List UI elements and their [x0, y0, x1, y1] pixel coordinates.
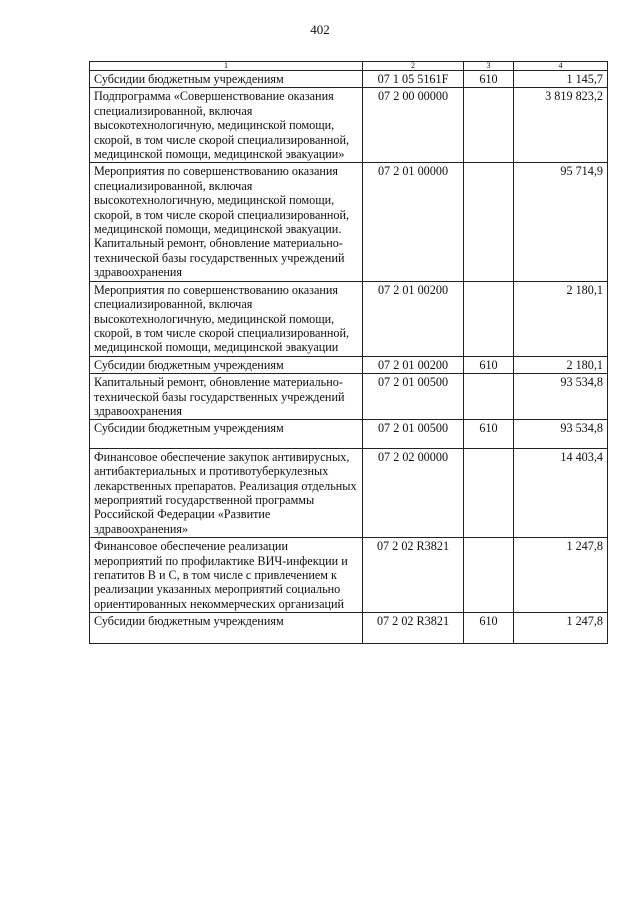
- row-amount: 93 534,8: [514, 420, 608, 448]
- column-number: 1: [90, 62, 363, 71]
- column-number: 2: [363, 62, 464, 71]
- row-code: 07 1 05 5161F: [363, 71, 464, 88]
- table-row: [90, 88, 608, 163]
- row-kvr: 610: [464, 71, 514, 88]
- row-name: Субсидии бюджетным учреждениям: [90, 420, 363, 448]
- page-number: 402: [310, 22, 330, 37]
- row-name: Капитальный ремонт, обновление материально-технической базы государственных учреждений здравоохранения: [90, 374, 363, 420]
- table-row: [90, 448, 608, 537]
- row-code: 07 2 01 00500: [363, 420, 464, 448]
- table-row: [90, 71, 608, 88]
- table-row: [90, 163, 608, 281]
- column-number-row: [90, 62, 608, 71]
- row-name: Мероприятия по совершенствованию оказания специализированной, включая высокотехнологичную, медицинской помощи, скорой, в том числе скорой специализированной, медицинской помощи, медицинской эвакуации: [90, 281, 363, 356]
- row-amount: 1 247,8: [514, 613, 608, 643]
- row-code: 07 2 01 00200: [363, 356, 464, 373]
- row-amount: 14 403,4: [514, 448, 608, 537]
- row-kvr: 610: [464, 420, 514, 448]
- row-code: 07 2 01 00500: [363, 374, 464, 420]
- column-number: 3: [464, 62, 514, 71]
- row-code: 07 2 01 00200: [363, 281, 464, 356]
- row-code: 07 2 00 00000: [363, 88, 464, 163]
- row-code: 07 2 02 00000: [363, 448, 464, 537]
- row-name: Субсидии бюджетным учреждениям: [90, 71, 363, 88]
- table-row: [90, 420, 608, 448]
- row-amount: 2 180,1: [514, 281, 608, 356]
- table-row: [90, 356, 608, 373]
- column-number: 4: [514, 62, 608, 71]
- row-name: Субсидии бюджетным учреждениям: [90, 356, 363, 373]
- row-amount: 2 180,1: [514, 356, 608, 373]
- row-name: Субсидии бюджетным учреждениям: [90, 613, 363, 643]
- row-name: Подпрограмма «Совершенствование оказания специализированной, включая высокотехнологичную, медицинской помощи, скорой, в том числе скорой специализированной, медицинской помощи, медицинской эвакуации»: [90, 88, 363, 163]
- row-amount: 1 247,8: [514, 538, 608, 613]
- row-kvr: 610: [464, 356, 514, 373]
- row-name: Финансовое обеспечение закупок антивирусных, антибактериальных и противотуберкулезных лекарственных препаратов. Реализация отдельных мероприятий государственной программы Российской Федерации «Развитие здравоохранения»: [90, 448, 363, 537]
- row-amount: 1 145,7: [514, 71, 608, 88]
- row-kvr: 610: [464, 613, 514, 643]
- row-amount: 3 819 823,2: [514, 88, 608, 163]
- row-kvr: [464, 374, 514, 420]
- row-kvr: [464, 448, 514, 537]
- row-kvr: [464, 538, 514, 613]
- table-row: [90, 374, 608, 420]
- row-name: Мероприятия по совершенствованию оказания специализированной, включая высокотехнологичную, медицинской помощи, скорой, в том числе скорой специализированной, медицинской помощи, медицинской эвакуации. Капитальный ремонт, обновление материально-технической базы государственных учреждений здравоохранения: [90, 163, 363, 281]
- budget-table: [89, 61, 608, 644]
- row-kvr: [464, 163, 514, 281]
- row-code: 07 2 01 00000: [363, 163, 464, 281]
- table-row: [90, 538, 608, 613]
- row-amount: 95 714,9: [514, 163, 608, 281]
- row-kvr: [464, 281, 514, 356]
- table-row: [90, 613, 608, 643]
- table-row: [90, 281, 608, 356]
- row-kvr: [464, 88, 514, 163]
- row-code: 07 2 02 R3821: [363, 538, 464, 613]
- row-code: 07 2 02 R3821: [363, 613, 464, 643]
- row-amount: 93 534,8: [514, 374, 608, 420]
- row-name: Финансовое обеспечение реализации мероприятий по профилактике ВИЧ-инфекции и гепатитов В и С, в том числе с привлечением к реализации указанных мероприятий социально ориентированных некоммерческих организаций: [90, 538, 363, 613]
